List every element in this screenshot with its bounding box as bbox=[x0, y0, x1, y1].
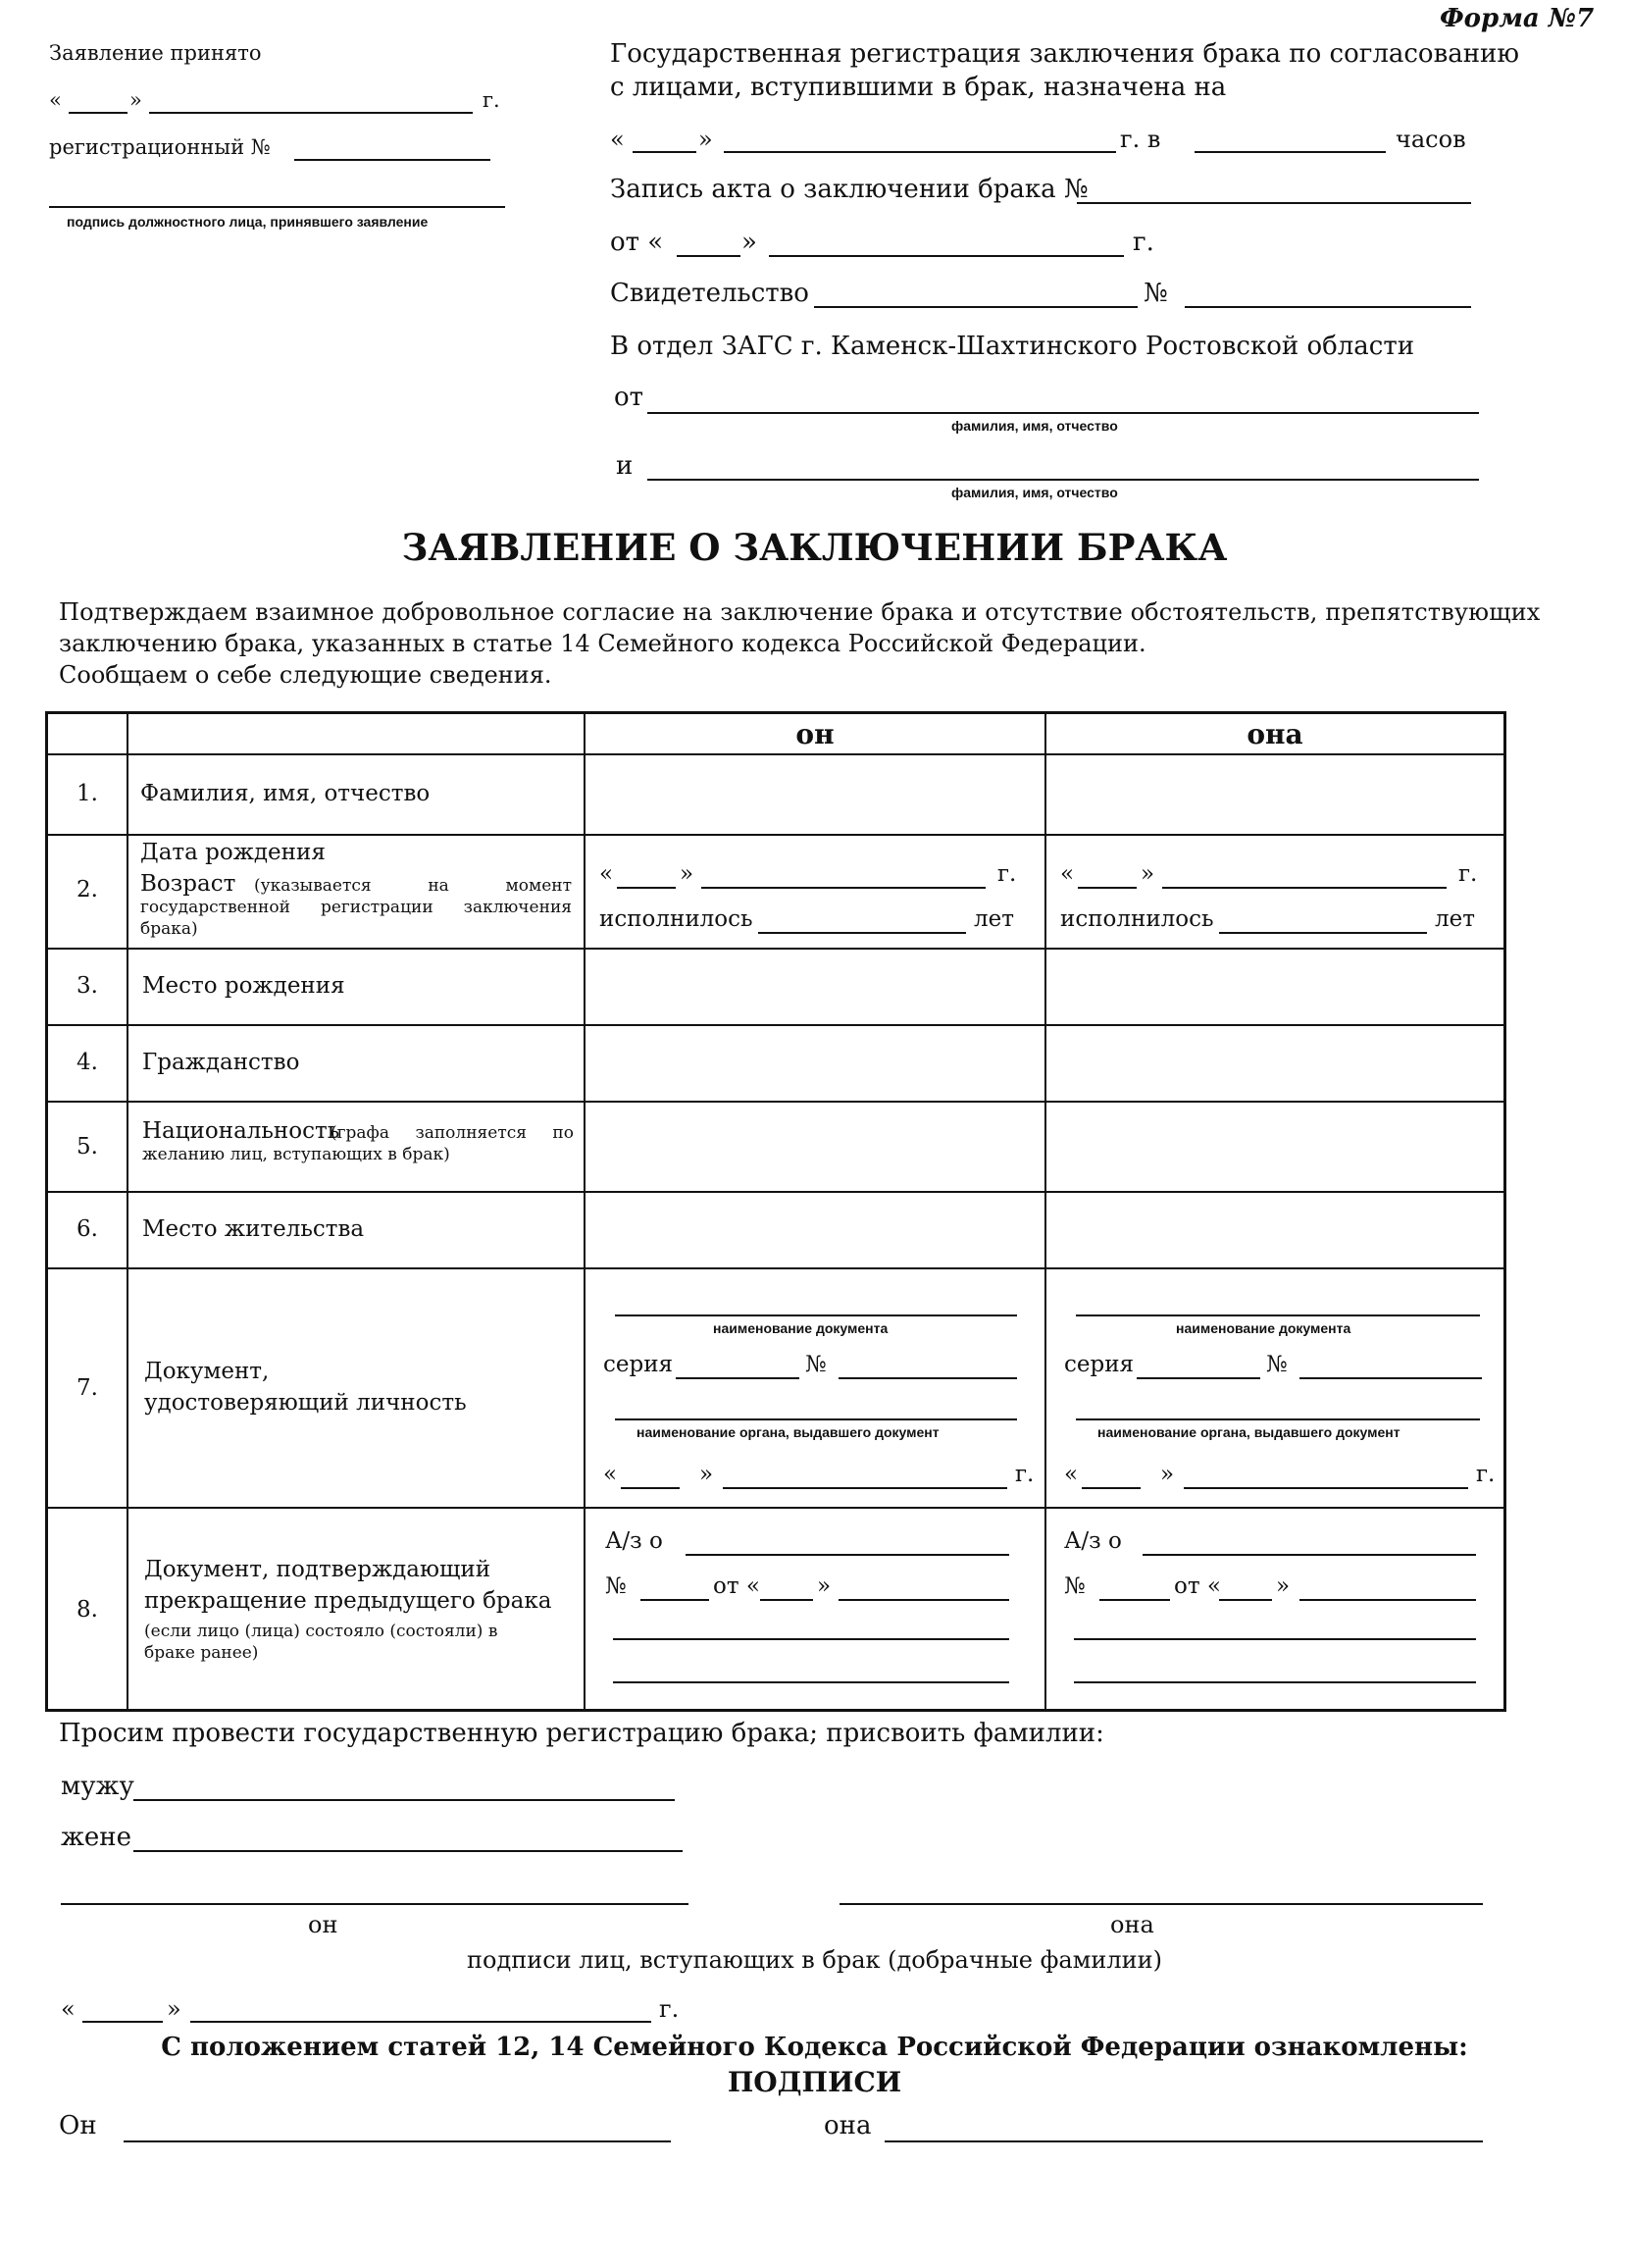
row8-number: 8. bbox=[76, 1597, 98, 1623]
record-from-close-quote: » bbox=[741, 228, 757, 257]
wife-surname-field[interactable] bbox=[133, 1850, 683, 1852]
row2-note: (указывается на момент государственной регистрации заключения брака) bbox=[140, 876, 572, 939]
applicant2-name-field[interactable] bbox=[647, 479, 1479, 481]
row4-number: 4. bbox=[76, 1050, 98, 1075]
request-day-field[interactable] bbox=[82, 2021, 163, 2023]
intro-line1: Подтверждаем взаимное добровольное согласие на заключение брака и отсутствие обстоятельств, препятствующих bbox=[59, 598, 1541, 626]
she-id-issuer-caption: наименование органа, выдавшего документ bbox=[1097, 1424, 1400, 1440]
row5-note: (графа заполняется по желанию лиц, вступающих в брак) bbox=[142, 1123, 574, 1164]
she-birth-month-year-field[interactable] bbox=[1162, 887, 1447, 889]
he-birth-day-field[interactable] bbox=[617, 887, 676, 889]
row1-label: Фамилия, имя, отчество bbox=[140, 781, 431, 806]
certificate-number-field[interactable] bbox=[1185, 306, 1471, 308]
from-label: от bbox=[614, 383, 644, 412]
official-signature-caption: подпись должностного лица, принявшего заявление bbox=[67, 214, 429, 230]
he-signature-field[interactable] bbox=[61, 1903, 688, 1905]
row2-number: 2. bbox=[76, 877, 98, 902]
acquainted-statement: С положением статей 12, 14 Семейного Кодекса Российской Федерации ознакомлены: bbox=[161, 2033, 1468, 2062]
he-divorce-number-field[interactable] bbox=[640, 1599, 709, 1601]
he-id-month-year-field[interactable] bbox=[723, 1487, 1007, 1489]
request-month-year-field[interactable] bbox=[190, 2021, 651, 2023]
she-nationality-cell[interactable] bbox=[1046, 1103, 1502, 1189]
certificate-label: Свидетельство bbox=[610, 279, 809, 308]
request-date-open-quote: « bbox=[61, 1995, 76, 2023]
she-divorce-date-field[interactable] bbox=[1299, 1599, 1476, 1601]
husband-surname-label: мужу bbox=[61, 1772, 134, 1801]
applicants-table bbox=[45, 711, 1506, 1712]
he-id-day-field[interactable] bbox=[621, 1487, 680, 1489]
she-birth-close-quote: » bbox=[1141, 861, 1155, 887]
reg-hours-label: часов bbox=[1396, 126, 1466, 153]
final-he-signature-field[interactable] bbox=[124, 2140, 671, 2142]
he-divorce-extra2-field[interactable] bbox=[613, 1681, 1009, 1683]
and-label: и bbox=[616, 451, 634, 481]
she-id-number-label: № bbox=[1266, 1352, 1288, 1377]
record-year-label: г. bbox=[1133, 228, 1154, 257]
he-divorce-day-field[interactable] bbox=[760, 1599, 813, 1601]
reg-hours-field[interactable] bbox=[1195, 151, 1386, 153]
he-birth-open-quote: « bbox=[599, 861, 614, 887]
reg-year-at-label: г. в bbox=[1120, 126, 1161, 153]
she-id-doc-caption: наименование документа bbox=[1176, 1320, 1351, 1336]
she-age-suffix: лет bbox=[1435, 906, 1475, 932]
he-divorce-from-close-quote: » bbox=[817, 1573, 832, 1599]
she-id-series-field[interactable] bbox=[1137, 1377, 1260, 1379]
she-id-series-label: серия bbox=[1064, 1352, 1135, 1377]
he-id-year-label: г. bbox=[1015, 1462, 1035, 1487]
he-id-date-open-quote: « bbox=[603, 1462, 618, 1487]
he-divorce-from-label: от « bbox=[713, 1573, 760, 1599]
final-she-label: она bbox=[824, 2111, 872, 2140]
record-day-field[interactable] bbox=[677, 255, 740, 257]
row8-note: (если лицо (лица) состояло (состояли) в браке ранее) bbox=[144, 1622, 498, 1663]
row6-number: 6. bbox=[76, 1216, 98, 1242]
row2-label: Дата рождения bbox=[140, 840, 326, 865]
certificate-number-label: № bbox=[1144, 279, 1168, 308]
row5-number: 5. bbox=[76, 1134, 98, 1160]
she-divorce-number-label: № bbox=[1064, 1573, 1086, 1599]
she-fullname-cell[interactable] bbox=[1046, 755, 1502, 832]
husband-surname-field[interactable] bbox=[133, 1799, 675, 1801]
she-divorce-extra2-field[interactable] bbox=[1074, 1681, 1476, 1683]
reg-month-year-field[interactable] bbox=[724, 151, 1116, 153]
intro-line3: Сообщаем о себе следующие сведения. bbox=[59, 661, 552, 689]
record-number-label: Запись акта о заключении брака № bbox=[610, 175, 1089, 204]
request-year-label: г. bbox=[659, 1995, 680, 2023]
she-id-year-label: г. bbox=[1476, 1462, 1496, 1487]
record-month-year-field[interactable] bbox=[769, 255, 1124, 257]
he-citizenship-cell[interactable] bbox=[585, 1026, 1043, 1099]
reg-day-field[interactable] bbox=[633, 151, 696, 153]
accepted-date-close-quote: » bbox=[129, 88, 142, 112]
she-id-date-close-quote: » bbox=[1160, 1462, 1175, 1487]
she-divorce-az-label: А/з о bbox=[1064, 1528, 1122, 1554]
he-id-doc-caption: наименование документа bbox=[713, 1320, 889, 1336]
she-divorce-number-field[interactable] bbox=[1099, 1599, 1170, 1601]
row3-number: 3. bbox=[76, 973, 98, 999]
row1-number: 1. bbox=[76, 781, 98, 806]
row3-label: Место рождения bbox=[142, 973, 345, 999]
she-id-month-year-field[interactable] bbox=[1184, 1487, 1468, 1489]
she-divorce-az-field[interactable] bbox=[1143, 1554, 1476, 1556]
he-id-date-close-quote: » bbox=[699, 1462, 714, 1487]
reg-date-close-quote: » bbox=[698, 126, 713, 153]
row7-label: Документ, удостоверяющий личность bbox=[144, 1359, 467, 1416]
accepted-month-year-field[interactable] bbox=[149, 112, 473, 114]
she-divorce-from-close-quote: » bbox=[1276, 1573, 1291, 1599]
she-age-field[interactable] bbox=[1219, 932, 1427, 934]
row7-number: 7. bbox=[76, 1375, 98, 1401]
reg-number-label: регистрационный № bbox=[49, 135, 271, 159]
she-birth-year-label: г. bbox=[1458, 861, 1478, 887]
he-id-issuer-caption: наименование органа, выдавшего документ bbox=[636, 1424, 940, 1440]
he-id-number-label: № bbox=[805, 1352, 827, 1377]
zags-office-line: В отдел ЗАГС г. Каменск-Шахтинского Ростовской области bbox=[610, 332, 1415, 361]
wife-surname-label: жене bbox=[61, 1823, 132, 1852]
intro-line2: заключению брака, указанных в статье 14 Семейного кодекса Российской Федерации. bbox=[59, 630, 1146, 657]
he-id-issuer-field[interactable] bbox=[615, 1418, 1017, 1420]
signatures-caption: подписи лиц, вступающих в брак (добрачные фамилии) bbox=[467, 1946, 1162, 1974]
accepted-label: Заявление принято bbox=[49, 41, 262, 65]
reg-number-field[interactable] bbox=[294, 159, 490, 161]
she-birth-open-quote: « bbox=[1060, 861, 1075, 887]
she-citizenship-cell[interactable] bbox=[1046, 1026, 1502, 1099]
he-age-field[interactable] bbox=[758, 932, 966, 934]
request-date-close-quote: » bbox=[167, 1995, 181, 2023]
row6-label: Место жительства bbox=[142, 1216, 365, 1242]
surname-request-line: Просим провести государственную регистрацию брака; присвоить фамилии: bbox=[59, 1719, 1104, 1748]
final-she-signature-field[interactable] bbox=[885, 2140, 1483, 2142]
column-he-header: он bbox=[795, 718, 835, 750]
he-nationality-cell[interactable] bbox=[585, 1103, 1043, 1189]
row5-label: Национальность bbox=[142, 1118, 340, 1144]
she-birthplace-cell[interactable] bbox=[1046, 950, 1502, 1022]
official-signature-field[interactable] bbox=[49, 206, 505, 208]
registration-line1: Государственная регистрация заключения брака по согласованию bbox=[610, 39, 1520, 69]
he-divorce-number-label: № bbox=[605, 1573, 627, 1599]
she-id-issuer-field[interactable] bbox=[1076, 1418, 1480, 1420]
he-id-series-field[interactable] bbox=[676, 1377, 799, 1379]
she-residence-cell[interactable] bbox=[1046, 1193, 1502, 1265]
she-id-doc-name-field[interactable] bbox=[1076, 1314, 1480, 1316]
he-divorce-date-field[interactable] bbox=[839, 1599, 1009, 1601]
accepted-year-label: г. bbox=[483, 88, 500, 112]
signatures-title: ПОДПИСИ bbox=[727, 2066, 902, 2098]
he-birth-month-year-field[interactable] bbox=[701, 887, 986, 889]
row2-label2: Возраст bbox=[140, 871, 236, 897]
certificate-series-field[interactable] bbox=[814, 306, 1138, 308]
accepted-day-field[interactable] bbox=[69, 112, 127, 114]
he-id-series-label: серия bbox=[603, 1352, 674, 1377]
he-divorce-az-field[interactable] bbox=[686, 1554, 1009, 1556]
she-signature-caption: она bbox=[1110, 1911, 1154, 1938]
applicant1-fio-caption: фамилия, имя, отчество bbox=[951, 418, 1118, 434]
registration-line2: с лицами, вступившими в брак, назначена на bbox=[610, 73, 1227, 102]
column-she-header: она bbox=[1247, 718, 1303, 750]
he-birthplace-cell[interactable] bbox=[585, 950, 1043, 1022]
reg-date-open-quote: « bbox=[610, 126, 625, 153]
row8-label: Документ, подтверждающий прекращение предыдущего брака bbox=[144, 1557, 552, 1614]
he-age-suffix: лет bbox=[974, 906, 1014, 932]
she-divorce-from-label: от « bbox=[1174, 1573, 1221, 1599]
applicant1-name-field[interactable] bbox=[647, 412, 1479, 414]
final-he-label: Он bbox=[59, 2111, 97, 2140]
he-birth-close-quote: » bbox=[680, 861, 694, 887]
he-fullname-cell[interactable] bbox=[585, 755, 1043, 832]
he-residence-cell[interactable] bbox=[585, 1193, 1043, 1265]
he-age-prefix: исполнилось bbox=[599, 906, 753, 932]
she-age-prefix: исполнилось bbox=[1060, 906, 1214, 932]
document-title: ЗАЯВЛЕНИЕ О ЗАКЛЮЧЕНИИ БРАКА bbox=[401, 526, 1228, 569]
he-divorce-extra1-field[interactable] bbox=[613, 1638, 1009, 1640]
he-divorce-az-label: А/з о bbox=[605, 1528, 663, 1554]
he-birth-year-label: г. bbox=[997, 861, 1017, 887]
she-id-day-field[interactable] bbox=[1082, 1487, 1141, 1489]
he-signature-caption: он bbox=[308, 1911, 338, 1938]
she-birth-day-field[interactable] bbox=[1078, 887, 1137, 889]
she-id-date-open-quote: « bbox=[1064, 1462, 1079, 1487]
applicant2-fio-caption: фамилия, имя, отчество bbox=[951, 485, 1118, 500]
accepted-date-open-quote: « bbox=[49, 88, 62, 112]
she-divorce-extra1-field[interactable] bbox=[1074, 1638, 1476, 1640]
she-signature-field[interactable] bbox=[840, 1903, 1483, 1905]
row4-label: Гражданство bbox=[142, 1050, 300, 1075]
she-id-number-field[interactable] bbox=[1299, 1377, 1482, 1379]
he-id-doc-name-field[interactable] bbox=[615, 1314, 1017, 1316]
record-from-label: от « bbox=[610, 228, 664, 257]
she-divorce-day-field[interactable] bbox=[1219, 1599, 1272, 1601]
he-id-number-field[interactable] bbox=[839, 1377, 1017, 1379]
record-number-field[interactable] bbox=[1077, 202, 1471, 204]
form-number-note: Форма №7 bbox=[1440, 4, 1595, 33]
